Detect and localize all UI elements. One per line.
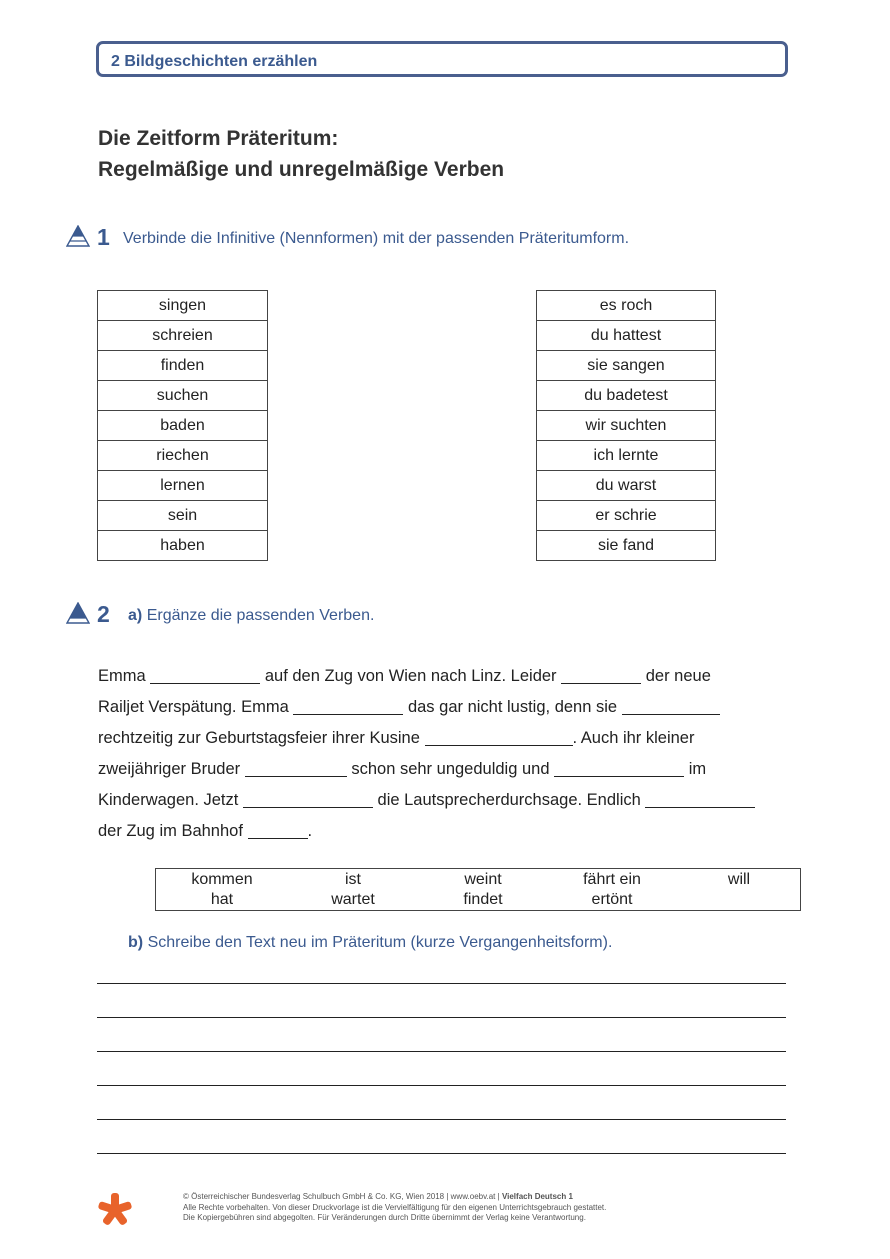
footer-line2: Alle Rechte vorbehalten. Von dieser Druckvorlage ist die Vervielfältigung für den eigenen Unterrichtsgebrauch gestattet. xyxy=(183,1202,607,1212)
table-row xyxy=(98,501,268,531)
word-bank-item: fährt ein xyxy=(583,871,641,888)
task-2b-text: Schreibe den Text neu im Präteritum (kurze Vergangenheitsform). xyxy=(147,934,613,951)
table-row xyxy=(537,321,716,351)
infinitive-cell[interactable]: finden xyxy=(98,351,268,381)
word-bank-item: wartet xyxy=(331,891,375,908)
table-row xyxy=(98,471,268,501)
task-2a-text: Ergänze die passenden Verben. xyxy=(146,607,375,624)
preterite-cell[interactable]: du badetest xyxy=(537,381,716,411)
cloze-segment: Emma xyxy=(98,667,146,685)
writing-line[interactable] xyxy=(97,1017,786,1018)
infinitive-cell[interactable]: baden xyxy=(98,411,268,441)
task-2b-label: b) xyxy=(128,934,144,951)
page-title-line1: Die Zeitform Präteritum: xyxy=(98,127,339,150)
preterite-cell[interactable]: ich lernte xyxy=(537,441,716,471)
publisher-logo-icon xyxy=(97,1192,133,1228)
gap-blank[interactable] xyxy=(248,821,308,839)
cloze-segment: Railjet Verspätung. Emma xyxy=(98,698,289,716)
writing-line[interactable] xyxy=(97,1085,786,1086)
footer-line3: Die Kopiergebühren sind abgegolten. Für Veränderungen durch Dritte übernimmt der Verlag keine Verantwortung. xyxy=(183,1213,586,1222)
infinitive-cell[interactable]: haben xyxy=(98,531,268,561)
infinitive-cell[interactable]: lernen xyxy=(98,471,268,501)
table-row xyxy=(98,321,268,351)
task-1-instruction: Verbinde die Infinitive (Nennformen) mit der passenden Präteritumform. xyxy=(123,230,630,247)
footer-copyright xyxy=(183,1192,606,1224)
cloze-segment: Kinderwagen. Jetzt xyxy=(98,791,239,809)
chapter-title: 2 Bildgeschichten erzählen xyxy=(111,53,318,70)
task-2-number: 2 xyxy=(97,601,110,627)
cloze-segment: rechtzeitig zur Geburtstagsfeier ihrer Kusine xyxy=(98,729,420,747)
task-1-number: 1 xyxy=(97,224,110,250)
word-bank-item: ertönt xyxy=(591,891,633,908)
gap-blank[interactable] xyxy=(425,728,573,746)
preterite-cell[interactable]: sie fand xyxy=(537,531,716,561)
gap-blank[interactable] xyxy=(645,790,755,808)
footer-book-title: Vielfach Deutsch 1 xyxy=(501,1192,573,1201)
cloze-segment: im xyxy=(688,760,707,778)
cloze-segment: der Zug im Bahnhof xyxy=(98,822,243,840)
table-row xyxy=(537,531,716,561)
cloze-segment: der neue xyxy=(645,667,711,685)
page-title xyxy=(98,123,504,185)
difficulty-pyramid-icon xyxy=(66,602,90,624)
gap-blank[interactable] xyxy=(561,666,641,684)
footer-line1 xyxy=(183,1192,606,1203)
gap-blank[interactable] xyxy=(622,697,720,715)
infinitive-cell[interactable]: riechen xyxy=(98,441,268,471)
infinitive-cell[interactable]: suchen xyxy=(98,381,268,411)
preterite-cell[interactable]: du hattest xyxy=(537,321,716,351)
word-bank-item: ist xyxy=(345,871,361,888)
preterite-cell[interactable]: du warst xyxy=(537,471,716,501)
task-2b-instruction xyxy=(128,934,612,952)
cloze-segment: . xyxy=(307,822,313,840)
writing-line[interactable] xyxy=(97,1051,786,1052)
table-row xyxy=(537,291,716,321)
cloze-line xyxy=(98,754,798,785)
table-row xyxy=(537,441,716,471)
word-bank-item: weint xyxy=(464,871,502,888)
page-title-line2: Regelmäßige und unregelmäßige Verben xyxy=(98,158,505,181)
word-bank-item: hat xyxy=(210,891,234,908)
gap-blank[interactable] xyxy=(245,759,347,777)
writing-line[interactable] xyxy=(97,1153,786,1154)
infinitive-cell[interactable]: schreien xyxy=(98,321,268,351)
cloze-segment: . Auch ihr kleiner xyxy=(572,729,695,747)
table-row xyxy=(98,291,268,321)
preterite-table xyxy=(536,290,716,561)
difficulty-pyramid-icon xyxy=(66,225,90,247)
preterite-cell[interactable]: sie sangen xyxy=(537,351,716,381)
table-row xyxy=(537,471,716,501)
table-row xyxy=(537,351,716,381)
infinitive-cell[interactable]: singen xyxy=(98,291,268,321)
cloze-segment: auf den Zug von Wien nach Linz. Leider xyxy=(264,667,557,685)
cloze-line xyxy=(98,785,798,816)
gap-blank[interactable] xyxy=(243,790,373,808)
task-2a-label: a) xyxy=(128,607,143,624)
cloze-line xyxy=(98,816,798,847)
gap-blank[interactable] xyxy=(554,759,684,777)
table-row xyxy=(537,501,716,531)
table-row xyxy=(98,381,268,411)
cloze-line xyxy=(98,723,798,754)
cloze-segment: zweijähriger Bruder xyxy=(98,760,241,778)
table-row xyxy=(98,411,268,441)
preterite-cell[interactable]: er schrie xyxy=(537,501,716,531)
cloze-text xyxy=(98,661,798,847)
gap-blank[interactable] xyxy=(150,666,260,684)
cloze-segment: die Lautsprecherdurchsage. Endlich xyxy=(377,791,641,809)
writing-line[interactable] xyxy=(97,1119,786,1120)
word-bank-item: will xyxy=(727,871,751,888)
cloze-segment: das gar nicht lustig, denn sie xyxy=(407,698,618,716)
task-2a-instruction xyxy=(128,607,374,625)
table-row xyxy=(98,441,268,471)
cloze-line xyxy=(98,692,798,723)
word-bank-item: kommen xyxy=(191,871,253,888)
table-row xyxy=(537,411,716,441)
footer-line1-text: © Österreichischer Bundesverlag Schulbuch GmbH & Co. KG, Wien 2018 | www.oebv.at | xyxy=(183,1192,502,1201)
chapter-header xyxy=(96,41,788,77)
writing-line[interactable] xyxy=(97,983,786,984)
cloze-line xyxy=(98,661,798,692)
table-row xyxy=(537,381,716,411)
preterite-cell[interactable]: es roch xyxy=(537,291,716,321)
gap-blank[interactable] xyxy=(293,697,403,715)
infinitive-cell[interactable]: sein xyxy=(98,501,268,531)
table-row xyxy=(98,531,268,561)
infinitive-table xyxy=(97,290,268,561)
table-row xyxy=(98,351,268,381)
cloze-segment: schon sehr ungeduldig und xyxy=(351,760,550,778)
word-bank xyxy=(155,868,801,911)
preterite-cell[interactable]: wir suchten xyxy=(537,411,716,441)
word-bank-item: findet xyxy=(463,891,503,908)
